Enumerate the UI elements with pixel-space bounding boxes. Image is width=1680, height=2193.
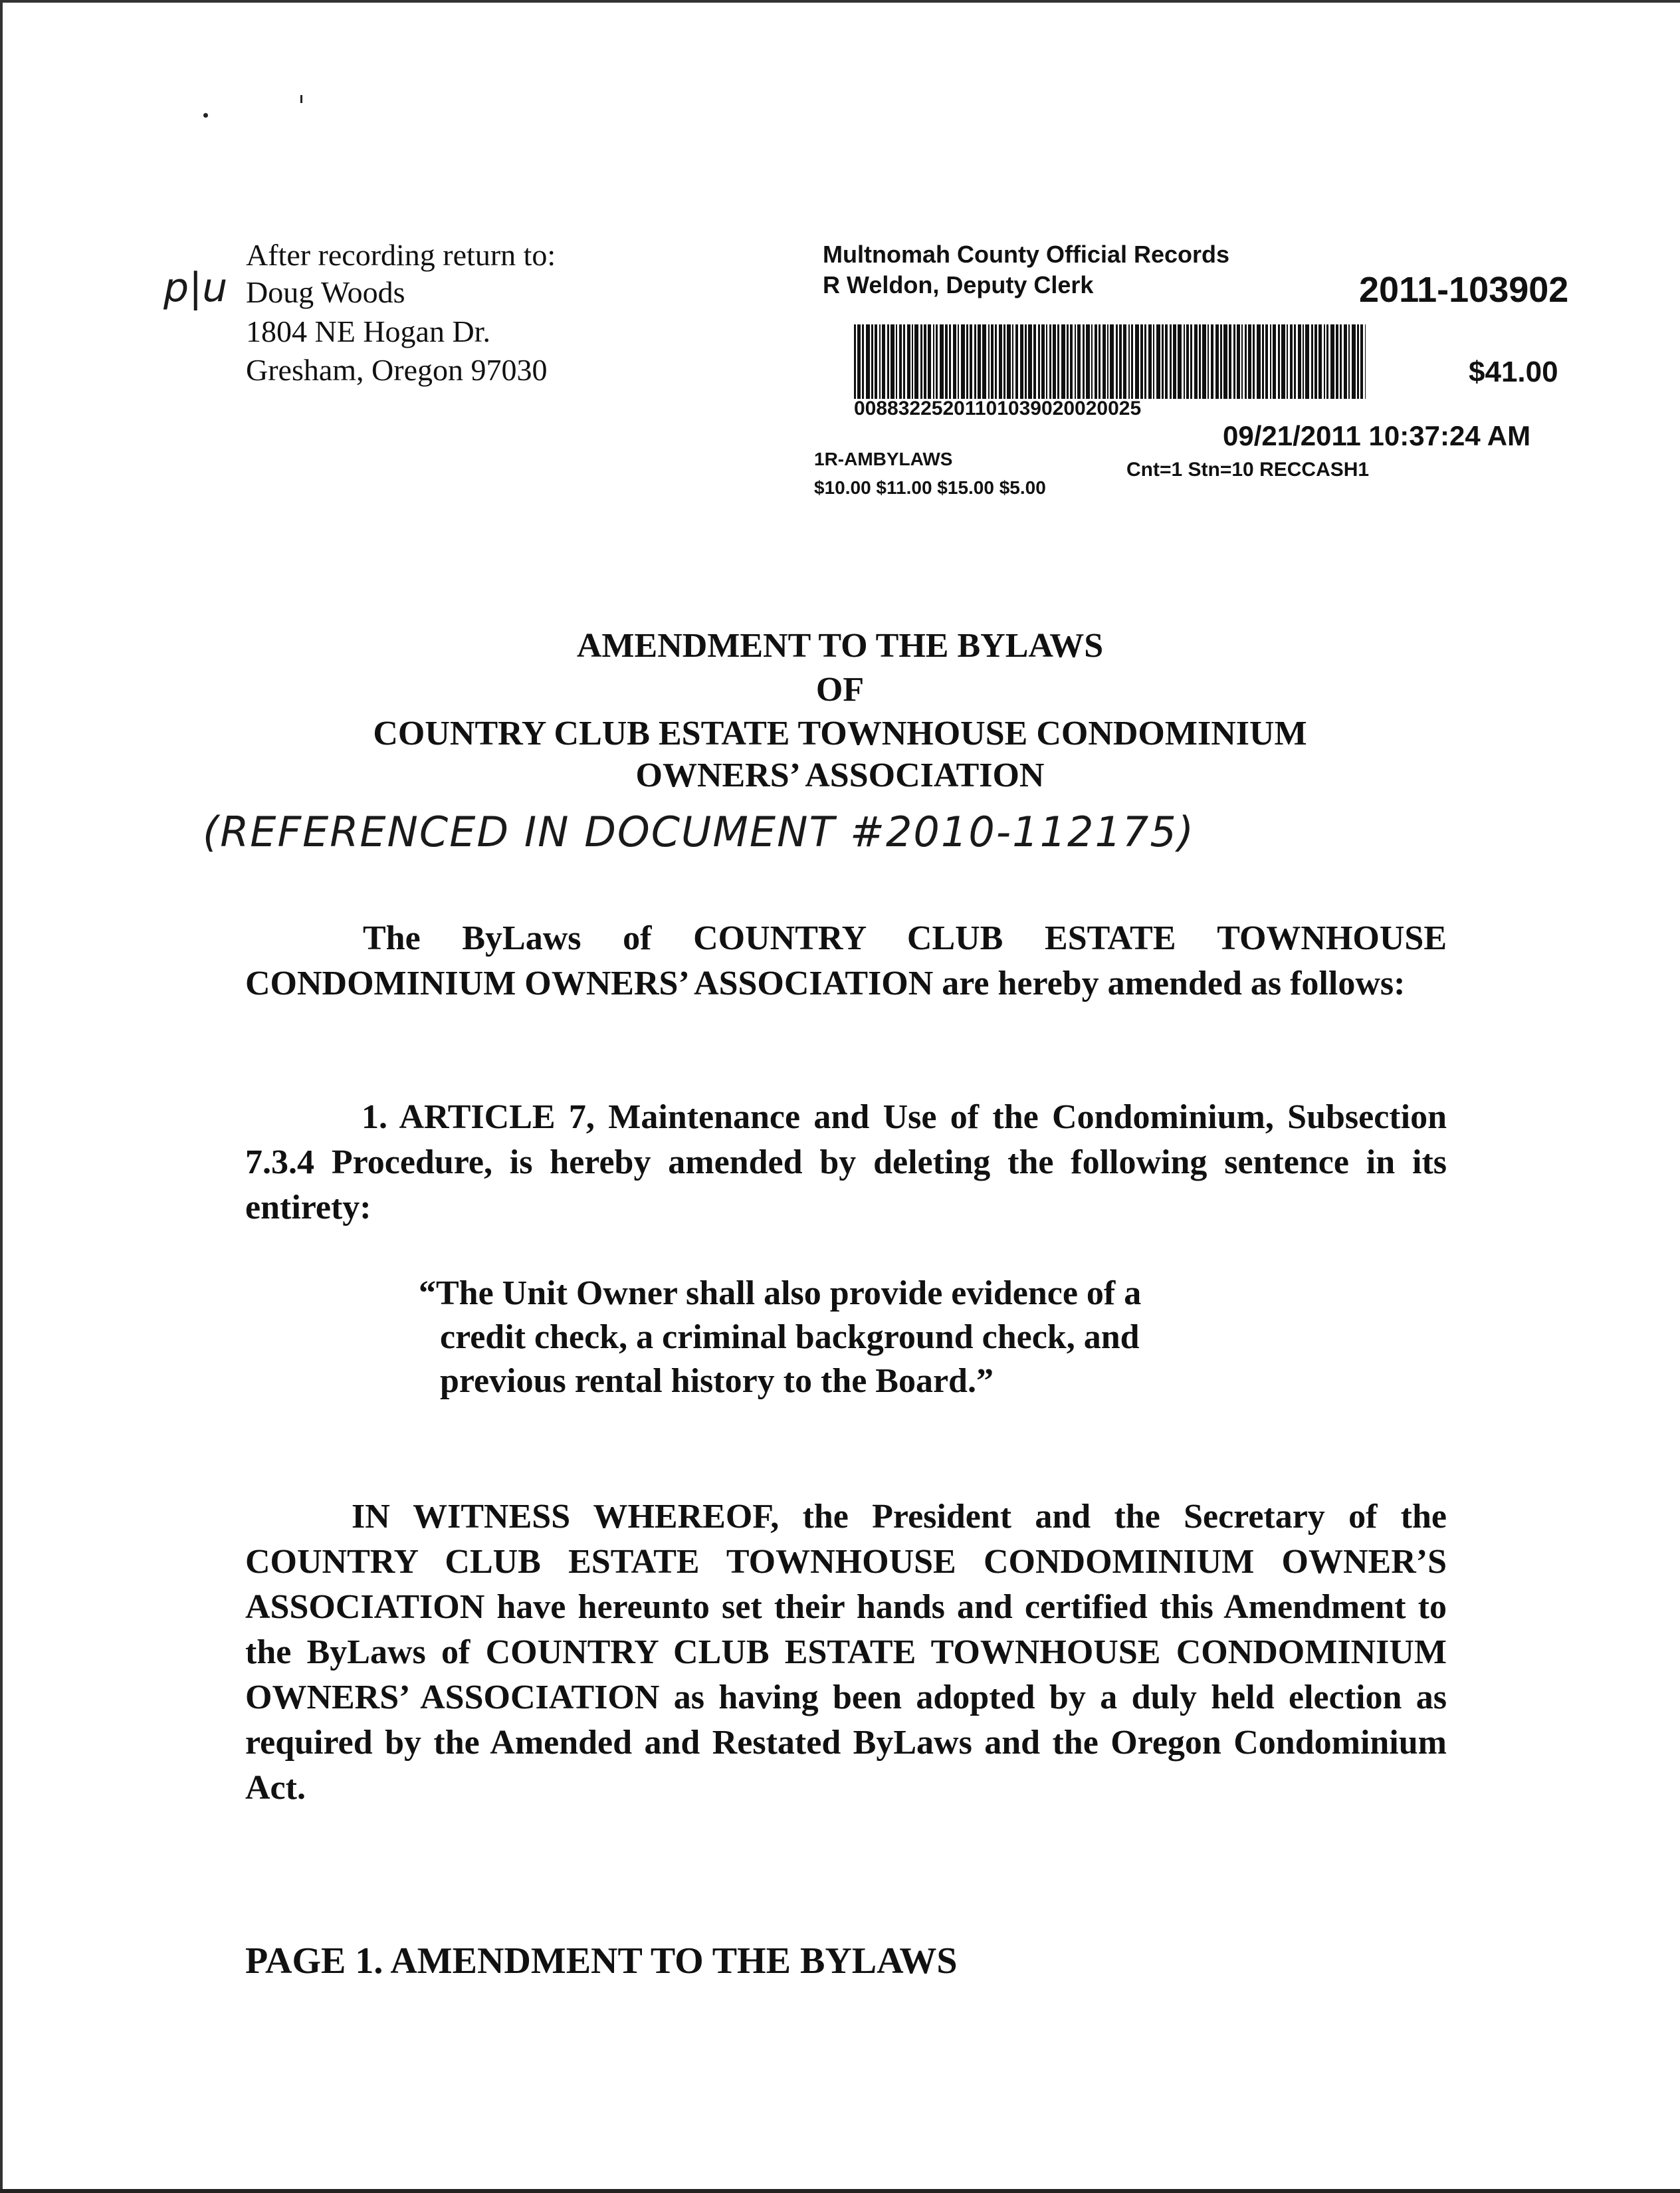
handwritten-initials: p|u bbox=[163, 265, 228, 311]
barcode bbox=[854, 324, 1366, 399]
document-number: 2011-103902 bbox=[1359, 270, 1569, 310]
barcode-bar bbox=[1131, 324, 1133, 399]
barcode-bar bbox=[1049, 324, 1051, 399]
barcode-bar bbox=[1253, 324, 1255, 399]
quote-line-3: previous rental history to the Board.” bbox=[440, 1362, 994, 1400]
barcode-bar bbox=[1086, 324, 1090, 399]
barcode-bar bbox=[999, 324, 1002, 399]
barcode-bar bbox=[1070, 324, 1073, 399]
scan-speck bbox=[203, 113, 208, 118]
barcode-bar bbox=[1075, 324, 1076, 399]
barcode-bar bbox=[1038, 324, 1040, 399]
barcode-bar bbox=[1144, 324, 1146, 399]
recording-datetime: 09/21/2011 10:37:24 AM bbox=[1223, 420, 1531, 451]
barcode-bar bbox=[1128, 324, 1130, 399]
barcode-bar bbox=[1025, 324, 1027, 399]
barcode-bar bbox=[891, 324, 894, 399]
barcode-bar bbox=[1281, 324, 1285, 399]
barcode-bar bbox=[1061, 324, 1065, 399]
barcode-bar bbox=[991, 324, 994, 399]
barcode-bar bbox=[1007, 324, 1011, 399]
barcode-bar bbox=[1262, 324, 1264, 399]
barcode-bar bbox=[1352, 324, 1356, 399]
barcode-bar bbox=[1123, 324, 1126, 399]
barcode-number: 00883225201101039020020025 bbox=[854, 398, 1142, 419]
barcode-bar bbox=[1340, 324, 1342, 399]
barcode-bar bbox=[1173, 324, 1176, 399]
barcode-bar bbox=[1270, 324, 1271, 399]
barcode-bar bbox=[1245, 324, 1247, 399]
barcode-bar bbox=[1107, 324, 1108, 399]
scan-edge-left bbox=[0, 0, 3, 2193]
title-line-4: OWNERS’ ASSOCIATION bbox=[635, 756, 1045, 794]
barcode-bar bbox=[1311, 324, 1313, 399]
scan-edge-bottom bbox=[0, 2189, 1680, 2193]
barcode-bar bbox=[866, 324, 870, 399]
barcode-bar bbox=[1290, 324, 1293, 399]
barcode-bar bbox=[1156, 324, 1160, 399]
title-line-3: COUNTRY CLUB ESTATE TOWNHOUSE CONDOMINIUM bbox=[373, 715, 1307, 752]
barcode-bar bbox=[1184, 324, 1185, 399]
barcode-bar bbox=[1233, 324, 1235, 399]
barcode-bar bbox=[1211, 324, 1213, 399]
barcode-bar bbox=[907, 324, 910, 399]
barcode-bar bbox=[1057, 324, 1059, 399]
barcode-bar bbox=[1303, 324, 1304, 399]
return-street: 1804 NE Hogan Dr. bbox=[246, 314, 490, 348]
handwritten-reference: (REFERENCED IN DOCUMENT #2010-112175) bbox=[203, 808, 1196, 856]
barcode-bar bbox=[933, 324, 934, 399]
page-footer: PAGE 1. AMENDMENT TO THE BYLAWS bbox=[245, 1940, 958, 1982]
barcode-bar bbox=[1257, 324, 1261, 399]
barcode-bar bbox=[988, 324, 990, 399]
barcode-bar bbox=[896, 324, 897, 399]
witness-paragraph bbox=[245, 1494, 1447, 1811]
barcode-bar bbox=[887, 324, 889, 399]
barcode-bar bbox=[875, 324, 877, 399]
barcode-bar bbox=[1003, 324, 1005, 399]
barcode-bar bbox=[982, 324, 986, 399]
barcode-bar bbox=[1326, 324, 1328, 399]
title-line-1: AMENDMENT TO THE BYLAWS bbox=[576, 627, 1104, 665]
barcode-bar bbox=[936, 324, 938, 399]
barcode-bar bbox=[1053, 324, 1056, 399]
barcode-bar bbox=[1028, 324, 1032, 399]
barcode-bar bbox=[928, 324, 931, 399]
item-1-paragraph bbox=[245, 1095, 1447, 1230]
barcode-bar bbox=[1110, 324, 1114, 399]
barcode-bar bbox=[1324, 324, 1325, 399]
barcode-bar bbox=[1237, 324, 1240, 399]
return-label: After recording return to: bbox=[246, 238, 556, 272]
barcode-bar bbox=[1194, 324, 1198, 399]
barcode-bar bbox=[1348, 324, 1350, 399]
quoted-sentence bbox=[419, 1272, 1249, 1403]
barcode-bar bbox=[1083, 324, 1085, 399]
barcode-bar bbox=[1220, 324, 1222, 399]
intro-paragraph bbox=[245, 916, 1447, 1006]
barcode-bar bbox=[1140, 324, 1143, 399]
quote-line-1: “The Unit Owner shall also provide evidence of a bbox=[419, 1274, 1142, 1312]
barcode-bar bbox=[1294, 324, 1296, 399]
barcode-bar bbox=[1208, 324, 1209, 399]
barcode-bar bbox=[1162, 324, 1164, 399]
barcode-bar bbox=[871, 324, 873, 399]
doc-type: 1R-AMBYLAWS bbox=[814, 449, 953, 469]
barcode-bar bbox=[1178, 324, 1182, 399]
barcode-bar bbox=[1116, 324, 1118, 399]
barcode-bar bbox=[1248, 324, 1251, 399]
barcode-bar bbox=[1365, 324, 1366, 399]
barcode-bar bbox=[882, 324, 885, 399]
barcode-bar bbox=[1287, 324, 1288, 399]
barcode-bar bbox=[1223, 324, 1227, 399]
scan-edge-top bbox=[0, 0, 1680, 3]
fee-total: $41.00 bbox=[1469, 356, 1558, 388]
barcode-bar bbox=[1153, 324, 1154, 399]
witness-text: IN WITNESS WHEREOF, the President and the Secretary of the COUNTRY CLUB ESTATE TOWNHOUSE CONDOMINIUM OWNER’S ASSOCIATION have hereunto set their hands and certified this Amendment to the ByLaws of COUNTRY CLUB ESTATE TOWNHOUSE CONDOMINIUM OWNERS’ ASSOCIATION as having been adopted by a duly held election as required by the Amended and Restated ByLaws and the Oregon Condominium Act. bbox=[245, 1498, 1447, 1807]
barcode-bar bbox=[1265, 324, 1268, 399]
barcode-bar bbox=[854, 324, 856, 399]
barcode-bar bbox=[1336, 324, 1338, 399]
barcode-bar bbox=[1344, 324, 1347, 399]
barcode-bar bbox=[1041, 324, 1045, 399]
barcode-bar bbox=[1119, 324, 1122, 399]
barcode-bar bbox=[1199, 324, 1201, 399]
barcode-bar bbox=[1015, 324, 1018, 399]
barcode-bar bbox=[1318, 324, 1322, 399]
barcode-bar bbox=[1241, 324, 1243, 399]
barcode-bar bbox=[995, 324, 997, 399]
barcode-bar bbox=[1046, 324, 1047, 399]
recording-office: Multnomah County Official Records bbox=[823, 241, 1230, 268]
barcode-bar bbox=[1148, 324, 1152, 399]
barcode-bar bbox=[903, 324, 905, 399]
barcode-bar bbox=[1298, 324, 1301, 399]
barcode-bar bbox=[1102, 324, 1106, 399]
barcode-bar bbox=[1091, 324, 1093, 399]
barcode-bar bbox=[949, 324, 951, 399]
intro-text: The ByLaws of COUNTRY CLUB ESTATE TOWNHOUSE CONDOMINIUM OWNERS’ ASSOCIATION are hereby amended as follows: bbox=[245, 919, 1447, 1002]
barcode-bar bbox=[1190, 324, 1192, 399]
barcode-bar bbox=[899, 324, 902, 399]
title-line-2: OF bbox=[815, 671, 865, 709]
barcode-bar bbox=[940, 324, 944, 399]
barcode-bar bbox=[914, 324, 918, 399]
barcode-bar bbox=[924, 324, 926, 399]
return-name: Doug Woods bbox=[246, 275, 405, 309]
barcode-bar bbox=[1165, 324, 1168, 399]
barcode-bar bbox=[958, 324, 959, 399]
quote-line-2: credit check, a criminal background check, and bbox=[440, 1318, 1140, 1356]
barcode-bar bbox=[970, 324, 972, 399]
barcode-bar bbox=[961, 324, 965, 399]
barcode-bar bbox=[920, 324, 922, 399]
barcode-bar bbox=[1314, 324, 1317, 399]
barcode-bar bbox=[1095, 324, 1097, 399]
counter-info: Cnt=1 Stn=10 RECCASH1 bbox=[1126, 459, 1370, 481]
barcode-bar bbox=[1278, 324, 1280, 399]
barcode-bar bbox=[1135, 324, 1139, 399]
item-1-text: 1. ARTICLE 7, Maintenance and Use of the Condominium, Subsection 7.3.4 Procedure, is hereby amended by deleting the following sentence in its entirety: bbox=[245, 1098, 1447, 1226]
barcode-bar bbox=[1067, 324, 1069, 399]
fee-breakdown: $10.00 $11.00 $15.00 $5.00 bbox=[814, 477, 1046, 498]
barcode-bar bbox=[1077, 324, 1081, 399]
barcode-bar bbox=[862, 324, 864, 399]
barcode-bar bbox=[1229, 324, 1231, 399]
barcode-bar bbox=[912, 324, 913, 399]
scan-speck bbox=[300, 95, 302, 103]
barcode-bar bbox=[1186, 324, 1189, 399]
recording-clerk: R Weldon, Deputy Clerk bbox=[823, 271, 1094, 298]
barcode-bar bbox=[1273, 324, 1276, 399]
barcode-bar bbox=[978, 324, 981, 399]
barcode-bar bbox=[1033, 324, 1036, 399]
barcode-bar bbox=[1305, 324, 1309, 399]
barcode-bar bbox=[1357, 324, 1359, 399]
barcode-bar bbox=[945, 324, 948, 399]
barcode-bar bbox=[966, 324, 968, 399]
barcode-bar bbox=[974, 324, 976, 399]
barcode-bar bbox=[1012, 324, 1013, 399]
barcode-bar bbox=[1202, 324, 1206, 399]
barcode-bar bbox=[953, 324, 956, 399]
barcode-bar bbox=[1099, 324, 1101, 399]
barcode-bar bbox=[857, 324, 861, 399]
barcode-bar bbox=[1330, 324, 1334, 399]
return-line bbox=[233, 253, 237, 265]
barcode-bar bbox=[1170, 324, 1172, 399]
return-city: Gresham, Oregon 97030 bbox=[246, 353, 548, 387]
barcode-bar bbox=[1215, 324, 1219, 399]
barcode-bar bbox=[1360, 324, 1363, 399]
barcode-bar bbox=[879, 324, 881, 399]
barcode-bar bbox=[1020, 324, 1023, 399]
